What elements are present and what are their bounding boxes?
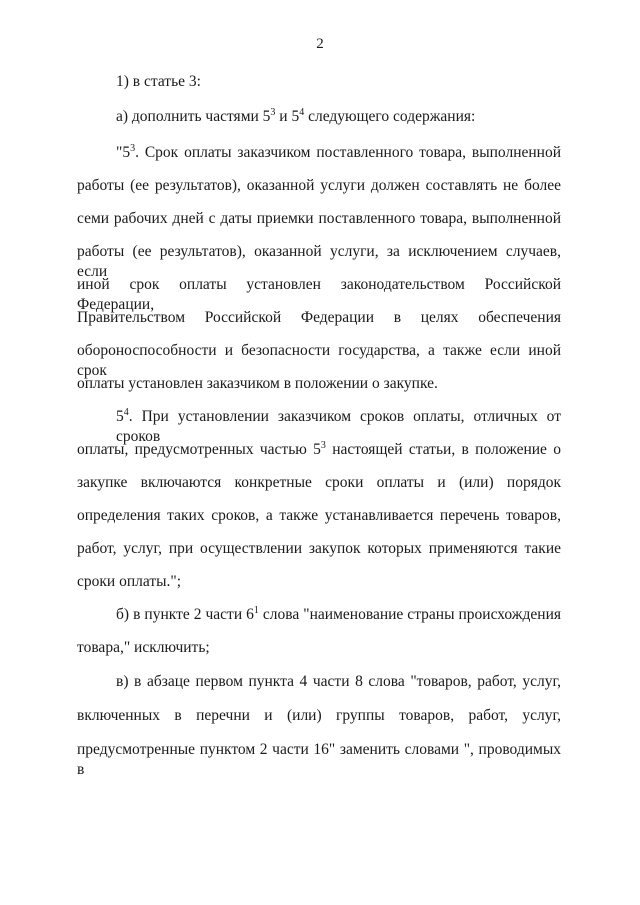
text-span: оплаты, предусмотренных частью 5 <box>77 441 321 458</box>
superscript: 4 <box>299 107 305 118</box>
text-line <box>77 440 561 460</box>
text-line <box>77 740 561 780</box>
text-span: работы (ее результатов), оказанной услуги, за исключением случаев, если <box>77 243 561 280</box>
text-line <box>77 539 561 559</box>
text-span: в) в абзаце первом пункта 4 части 8 слова "товаров, работ, услуг, <box>116 673 561 690</box>
text-span: работы (ее результатов), оказанной услуги должен составлять не более <box>77 177 561 194</box>
superscript: 4 <box>123 407 129 418</box>
text-span: товара," исключить; <box>77 639 210 656</box>
text-line <box>77 176 561 196</box>
text-span: иной срок оплаты установлен законодательством Российской Федерации, <box>77 276 561 313</box>
superscript: 3 <box>320 440 326 451</box>
superscript: 1 <box>253 605 259 616</box>
superscript: 3 <box>130 143 136 154</box>
text-span: закупке включаются конкретные сроки оплаты и (или) порядок <box>77 474 561 491</box>
text-line <box>77 506 561 526</box>
text-span: б) в пункте 2 части 6 <box>116 606 254 623</box>
text-span: . Срок оплаты заказчиком поставленного товара, выполненной <box>135 144 561 161</box>
text-line <box>77 374 438 394</box>
text-line <box>77 572 181 592</box>
text-span: . При установлении заказчиком сроков оплаты, отличных от сроков <box>116 408 561 445</box>
text-span: семи рабочих дней с даты приемки поставленного товара, выполненной <box>77 210 561 227</box>
page-number: 2 <box>316 36 324 52</box>
text-line <box>77 308 561 328</box>
text-span: настоящей статьи, в положение о <box>325 441 561 458</box>
text-span: определения таких сроков, а также устанавливается перечень товаров, <box>77 507 561 524</box>
superscript: 3 <box>270 107 276 118</box>
text-line <box>116 143 561 163</box>
text-span: сроки оплаты."; <box>77 573 182 590</box>
text-span: предусмотренные пунктом 2 части 16" заменить словами ", проводимых в <box>77 741 561 778</box>
text-line <box>77 473 561 493</box>
text-line <box>77 638 210 658</box>
text-span: Правительством Российской Федерации в целях обеспечения <box>77 309 561 326</box>
text-span: следующего содержания: <box>304 108 476 125</box>
text-span: "5 <box>116 144 131 161</box>
text-span: 5 <box>116 408 124 425</box>
text-span: работ, услуг, при осуществлении закупок которых применяются такие <box>77 540 561 557</box>
text-span: слова "наименование страны происхождения <box>258 606 561 623</box>
text-span: и 5 <box>275 108 300 125</box>
text-line <box>116 605 561 625</box>
text-line <box>116 672 561 692</box>
text-line <box>116 72 201 92</box>
text-span: 1) в статье 3: <box>116 73 201 90</box>
text-line <box>77 209 561 229</box>
text-span: включенных в перечни и (или) группы товаров, работ, услуг, <box>77 707 561 724</box>
text-line <box>77 706 561 726</box>
text-span: обороноспособности и безопасности государства, а также если иной срок <box>77 342 561 379</box>
text-span: а) дополнить частями 5 <box>116 108 271 125</box>
text-line <box>116 107 475 127</box>
text-span: оплаты установлен заказчиком в положении о закупке. <box>77 375 438 392</box>
